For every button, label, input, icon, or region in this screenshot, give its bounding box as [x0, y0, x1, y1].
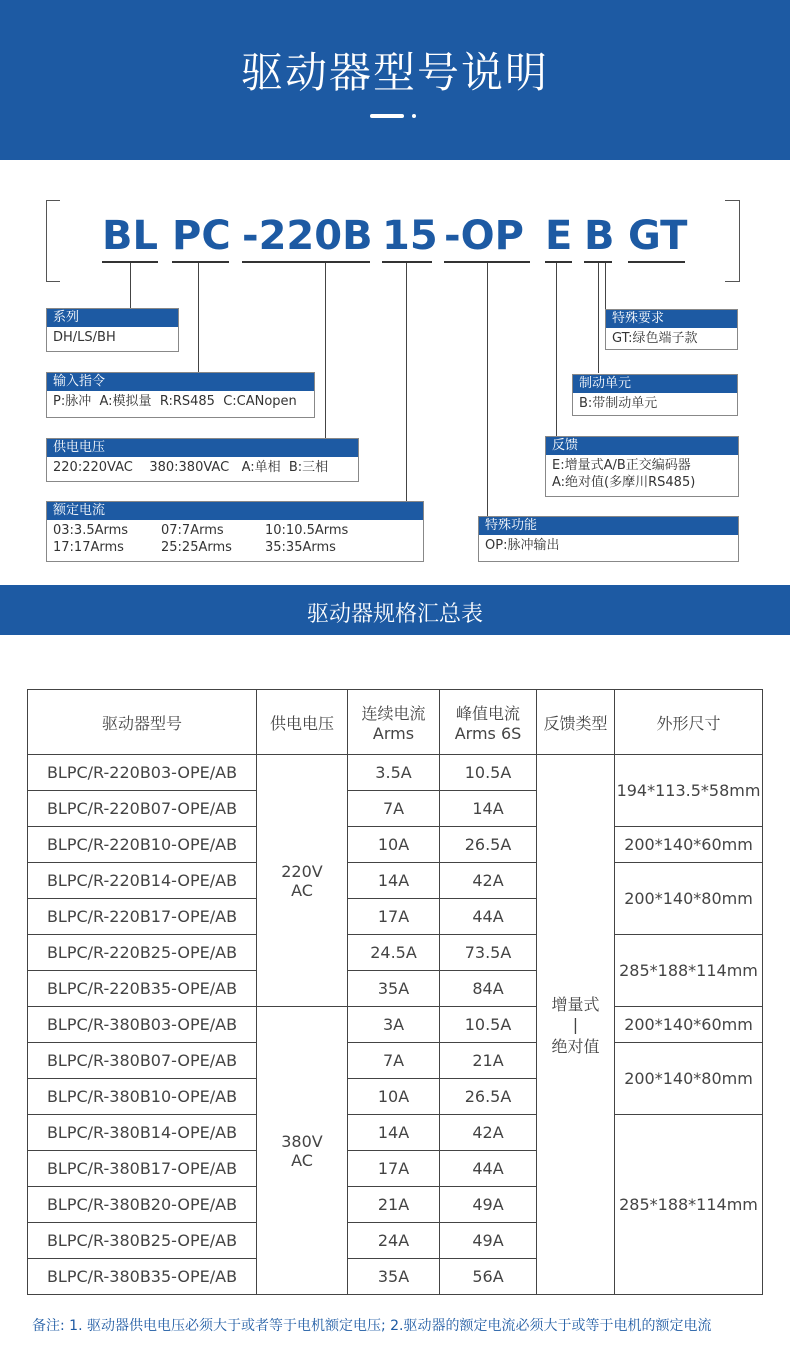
table-row: BLPC/R-380B03-OPE/AB 380V AC 3A 10.5A 200*140*60mm: [28, 1007, 763, 1043]
table-row: BLPC/R-380B07-OPE/AB 7A 21A 200*140*80mm: [28, 1043, 763, 1079]
header-size: 外形尺寸: [615, 690, 763, 755]
table-row: BLPC/R-380B10-OPE/AB 10A 26.5A: [28, 1079, 763, 1115]
table-row: BLPC/R-220B17-OPE/AB 17A 44A: [28, 899, 763, 935]
underline-input: [172, 261, 229, 263]
page-title: 驱动器型号说明: [240, 48, 549, 97]
connector-feedback: [556, 263, 557, 437]
connector-current: [406, 263, 407, 501]
underline-current: [382, 261, 432, 263]
header-feedback: 反馈类型: [537, 690, 615, 755]
legend-special-func: 特殊功能 OP:脉冲输出: [478, 516, 739, 562]
connector-series: [130, 263, 131, 308]
code-feedback: E: [545, 213, 573, 259]
table-row: BLPC/R-220B03-OPE/AB 220V AC 3.5A 10.5A 增量式 | 绝对值 194*113.5*58mm: [28, 755, 763, 791]
table-row: BLPC/R-380B35-OPE/AB 35A 56A: [28, 1259, 763, 1295]
voltage-220: 220V AC: [257, 755, 348, 1007]
connector-voltage: [325, 263, 326, 438]
table-row: BLPC/R-220B07-OPE/AB 7A 14A: [28, 791, 763, 827]
table-row: BLPC/R-220B14-OPE/AB 14A 42A 200*140*80mm: [28, 863, 763, 899]
connector-special-req: [605, 263, 606, 309]
header-model: 驱动器型号: [28, 690, 257, 755]
legend-series: 系列 DH/LS/BH: [46, 308, 179, 352]
code-special-func: -OP: [444, 213, 524, 259]
table-row: BLPC/R-220B35-OPE/AB 35A 84A: [28, 971, 763, 1007]
underline-feedback: [545, 261, 572, 263]
footnote: 备注: 1. 驱动器供电电压必须大于或者等于电机额定电压; 2.驱动器的额定电流必须大于或等于电机的额定电流: [32, 1318, 712, 1334]
code-input: PC: [172, 213, 231, 259]
table-row: BLPC/R-380B17-OPE/AB 17A 44A: [28, 1151, 763, 1187]
connector-special-func: [487, 263, 488, 516]
table-row: BLPC/R-380B25-OPE/AB 24A 49A: [28, 1223, 763, 1259]
section-title: 驱动器规格汇总表: [306, 602, 483, 627]
legend-voltage: 供电电压 220:220VAC 380:380VAC A:单相 B:三相: [46, 438, 359, 482]
legend-current: 额定电流 03:3.5Arms 07:7Arms 10:10.5Arms 17:17Arms 25:25Arms 35:35Arms: [46, 501, 424, 562]
title-underline: [370, 114, 404, 118]
connector-brake: [598, 263, 599, 373]
code-special-req: GT: [628, 213, 688, 259]
code-current: 15: [382, 213, 438, 259]
header-voltage: 供电电压: [257, 690, 348, 755]
voltage-380: 380V AC: [257, 1007, 348, 1295]
table-row: BLPC/R-220B25-OPE/AB 24.5A 73.5A 285*188*114mm: [28, 935, 763, 971]
table-row: BLPC/R-380B14-OPE/AB 14A 42A 285*188*114mm: [28, 1115, 763, 1151]
table-row: BLPC/R-380B20-OPE/AB 21A 49A: [28, 1187, 763, 1223]
header-peak-current: 峰值电流 Arms 6S: [440, 690, 537, 755]
feedback-type: 增量式 | 绝对值: [537, 755, 615, 1295]
header-cont-current: 连续电流 Arms: [348, 690, 440, 755]
spec-table: [27, 689, 763, 1295]
legend-feedback: 反馈 E:增量式A/B正交编码器 A:绝对值(多摩川RS485): [545, 436, 739, 497]
code-voltage: -220B: [242, 213, 373, 259]
connector-input: [198, 263, 199, 372]
code-brake: B: [584, 213, 615, 259]
table-row: BLPC/R-220B10-OPE/AB 10A 26.5A 200*140*60mm: [28, 827, 763, 863]
legend-input: 输入指令 P:脉冲 A:模拟量 R:RS485 C:CANopen: [46, 372, 315, 418]
underline-special-req: [628, 261, 685, 263]
underline-voltage: [242, 261, 370, 263]
title-dot: [412, 114, 416, 118]
code-series: BL: [102, 213, 158, 259]
legend-brake: 制动单元 B:带制动单元: [572, 374, 738, 416]
table-header-row: [28, 690, 763, 755]
legend-special-req: 特殊要求 GT:绿色端子款: [605, 309, 738, 350]
